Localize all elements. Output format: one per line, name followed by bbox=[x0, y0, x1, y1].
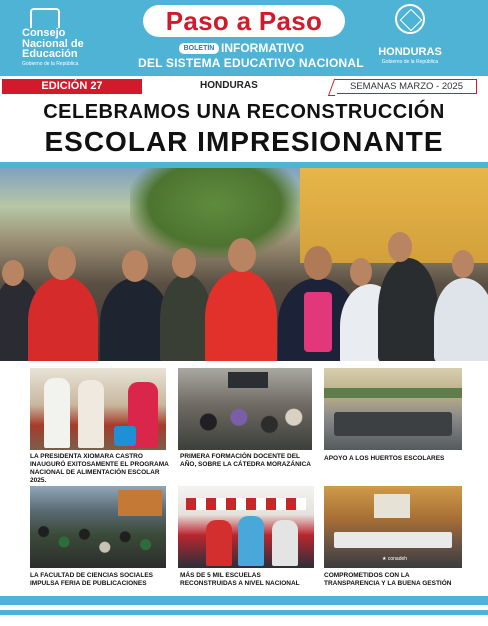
cne-logo-sub: Gobierno de la República bbox=[22, 61, 79, 67]
photo-watermark: ★ conadeh bbox=[382, 556, 408, 562]
story-caption-4: LA FACULTAD DE CIENCIAS SOCIALES IMPULSA FERIA DE PUBLICACIONES bbox=[30, 572, 154, 587]
hero-person bbox=[378, 258, 438, 361]
national-seal-icon bbox=[395, 4, 425, 34]
hero-person-head bbox=[228, 238, 256, 272]
cne-logo-icon bbox=[30, 8, 60, 28]
photo-figure bbox=[206, 520, 232, 566]
story-photo-5[interactable] bbox=[178, 486, 314, 568]
divider-footer bbox=[0, 610, 488, 615]
title-pill bbox=[143, 5, 345, 37]
boletin-badge: BOLETÍN bbox=[179, 43, 219, 54]
photo-screen bbox=[228, 372, 268, 388]
hero-person-head bbox=[304, 246, 332, 280]
story-caption-6: COMPROMETIDOS CON LA TRANSPARENCIA Y LA BUENA GESTIÓN bbox=[324, 572, 452, 587]
honduras-logo-sub: Gobierno de la República bbox=[381, 59, 439, 65]
hero-person-head bbox=[122, 250, 148, 282]
hero-photo bbox=[0, 168, 488, 361]
photo-figure bbox=[272, 520, 298, 566]
subtitle-informativo: INFORMATIVO bbox=[221, 41, 305, 55]
honduras-logo bbox=[370, 4, 450, 68]
photo-figure bbox=[44, 378, 70, 448]
cne-logo bbox=[12, 6, 122, 66]
photo-figure bbox=[78, 380, 104, 448]
cne-logo-line1: Consejo Nacional de bbox=[22, 27, 84, 50]
hero-crowd bbox=[0, 218, 488, 361]
photo-banner bbox=[118, 490, 162, 516]
edition-bar bbox=[0, 79, 488, 95]
story-caption-1: LA PRESIDENTA XIOMARA CASTRO INAUGURÓ EXITOSAMENTE EL PROGRAMA NACIONAL DE ALIMENTACIÓN ESCOLAR 2025. bbox=[30, 453, 169, 484]
hero-person-head bbox=[2, 260, 24, 286]
photo-bucket bbox=[114, 426, 136, 446]
subtitle-sistema: DEL SISTEMA EDUCATIVO NACIONAL bbox=[138, 56, 364, 70]
story-photo-4[interactable] bbox=[30, 486, 166, 568]
cne-logo-line2: Educación bbox=[22, 48, 78, 60]
hero-person bbox=[434, 278, 488, 361]
photo-shelf bbox=[324, 388, 462, 398]
story-caption-2: PRIMERA FORMACIÓN DOCENTE DEL AÑO, SOBRE LA CÁTEDRA MORAZÁNICA bbox=[180, 453, 311, 468]
hero-person-head bbox=[48, 246, 76, 280]
story-photo-3[interactable] bbox=[324, 368, 462, 450]
photo-table bbox=[334, 532, 452, 548]
photo-audience bbox=[30, 516, 166, 568]
hero-person-head bbox=[350, 258, 372, 286]
edition-period: SEMANAS MARZO - 2025 bbox=[337, 79, 477, 94]
photo-table bbox=[334, 412, 452, 436]
masthead bbox=[0, 0, 488, 76]
hero-person-head bbox=[388, 232, 412, 262]
photo-screen bbox=[374, 494, 410, 518]
honduras-logo-name: HONDURAS bbox=[378, 46, 442, 58]
story-photo-2[interactable] bbox=[178, 368, 312, 450]
hero-person-head bbox=[172, 248, 196, 278]
hero-person bbox=[205, 270, 277, 361]
edition-number: EDICIÓN 27 bbox=[2, 79, 142, 94]
photo-audience bbox=[184, 398, 306, 446]
newsletter-title: Paso a Paso bbox=[165, 6, 323, 36]
hero-person bbox=[28, 276, 98, 361]
story-photo-1[interactable] bbox=[30, 368, 166, 450]
story-caption-5: MÁS DE 5 MIL ESCUELAS RECONSTRUIDAS A NIVEL NACIONAL bbox=[180, 572, 300, 587]
headline-line1: CELEBRAMOS UNA RECONSTRUCCIÓN bbox=[43, 101, 445, 123]
headline-line2: ESCOLAR IMPRESIONANTE bbox=[44, 126, 444, 157]
divider-bottom bbox=[0, 596, 488, 605]
hero-person-head bbox=[452, 250, 474, 278]
photo-bunting bbox=[186, 498, 306, 510]
photo-figure bbox=[238, 516, 264, 566]
story-caption-3: APOYO A LOS HUERTOS ESCOLARES bbox=[324, 455, 445, 462]
edition-country: HONDURAS bbox=[200, 80, 258, 91]
hero-person-blouse bbox=[304, 292, 332, 352]
